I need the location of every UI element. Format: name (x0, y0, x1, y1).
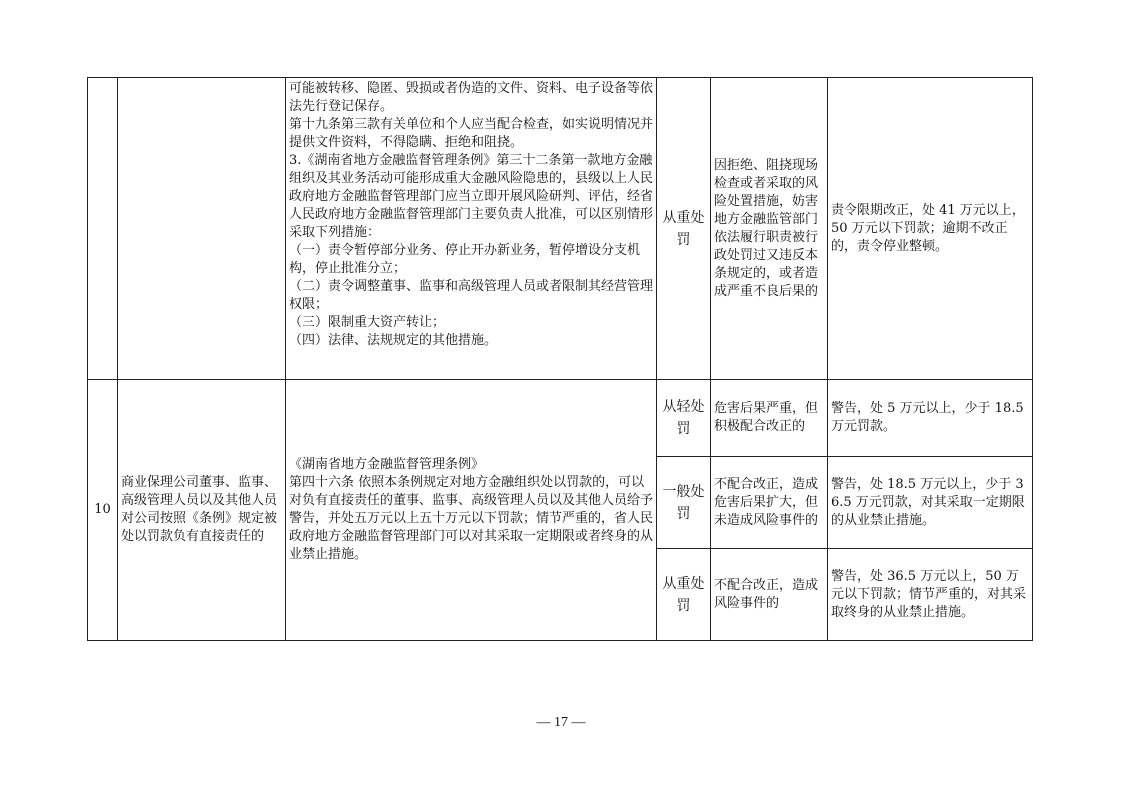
penalty-standard-table (87, 77, 1033, 641)
law-paragraph: （二）责令调整董事、监事和高级管理人员或者限制其经营管理权限； (289, 279, 654, 312)
circumstance-cell: 因拒绝、阻挠现场检查或者采取的风险处置措施，妨害地方金融监管部门依法履行职责被行政处罚过又违反本条规定的，或者造成严重不良后果的 (711, 78, 828, 380)
law-paragraph: 3.《湖南省地方金融监督管理条例》第三十二条第一款地方金融组织及其业务活动可能形成重大金融风险隐患的，县级以上人民政府地方金融监督管理部门应当立即开展风险研判、评估，经省人民政府地方金融监督管理部门主要负责人批准，可以区别情形采取下列措施： (289, 153, 654, 240)
subject-cell (118, 78, 286, 380)
penalty-level-cell: 从轻处罚 (657, 380, 711, 457)
circumstance-cell: 不配合改正，造成危害后果扩大，但未造成风险事件的 (711, 457, 828, 549)
table-row (88, 78, 1033, 380)
penalty-level-cell: 从重处罚 (657, 78, 711, 380)
law-paragraph: （三）限制重大资产转让； (289, 315, 446, 330)
penalty-level-cell: 从重处罚 (657, 549, 711, 641)
penalty-cell: 警告，处 36.5 万元以上，50 万元以下罚款；情节严重的，对其采取终身的从业禁止措施。 (828, 549, 1033, 641)
penalty-cell: 警告，处 18.5 万元以上，少于 36.5 万元罚款，对其采取一定期限的从业禁止措施。 (828, 457, 1033, 549)
law-basis-cell (286, 78, 657, 380)
row-number-cell (88, 78, 118, 380)
subject-cell: 商业保理公司董事、监事、高级管理人员以及其他人员对公司按照《条例》规定被处以罚款负有直接责任的 (118, 380, 286, 641)
law-paragraph: （四）法律、法规规定的其他措施。 (289, 333, 498, 348)
penalty-cell: 警告，处 5 万元以上，少于 18.5 万元罚款。 (828, 380, 1033, 457)
page-number: — 17 — (536, 715, 586, 730)
law-paragraph: （一）责令暂停部分业务、停止开办新业务，暂停增设分支机构，停止批准分立； (289, 243, 641, 276)
law-basis-cell (286, 380, 657, 641)
penalty-level-cell: 一般处罚 (657, 457, 711, 549)
circumstance-cell: 危害后果严重，但积极配合改正的 (711, 380, 828, 457)
circumstance-cell: 不配合改正，造成风险事件的 (711, 549, 828, 641)
law-paragraph: 可能被转移、隐匿、毁损或者伪造的文件、资料、电子设备等依法先行登记保存。 (289, 81, 654, 114)
table-row (88, 380, 1033, 457)
row-number-cell: 10 (88, 380, 118, 641)
law-paragraph: 《湖南省地方金融监督管理条例》 (289, 457, 485, 472)
law-paragraph: 第十九条第三款有关单位和个人应当配合检查，如实说明情况并提供文件资料，不得隐瞒、拒绝和阻挠。 (289, 117, 654, 150)
law-paragraph: 第四十六条 依照本条例规定对地方金融组织处以罚款的，可以对负有直接责任的董事、监事、高级管理人员以及其他人员给予警告，并处五万元以上五十万元以下罚款；情节严重的，省人民政府地方金融监督管理部门可以对其采取一定期限或者终身的从业禁止措施。 (289, 475, 654, 562)
penalty-cell: 责令限期改正，处 41 万元以上，50 万元以下罚款；逾期不改正的，责令停业整顿。 (828, 78, 1033, 380)
